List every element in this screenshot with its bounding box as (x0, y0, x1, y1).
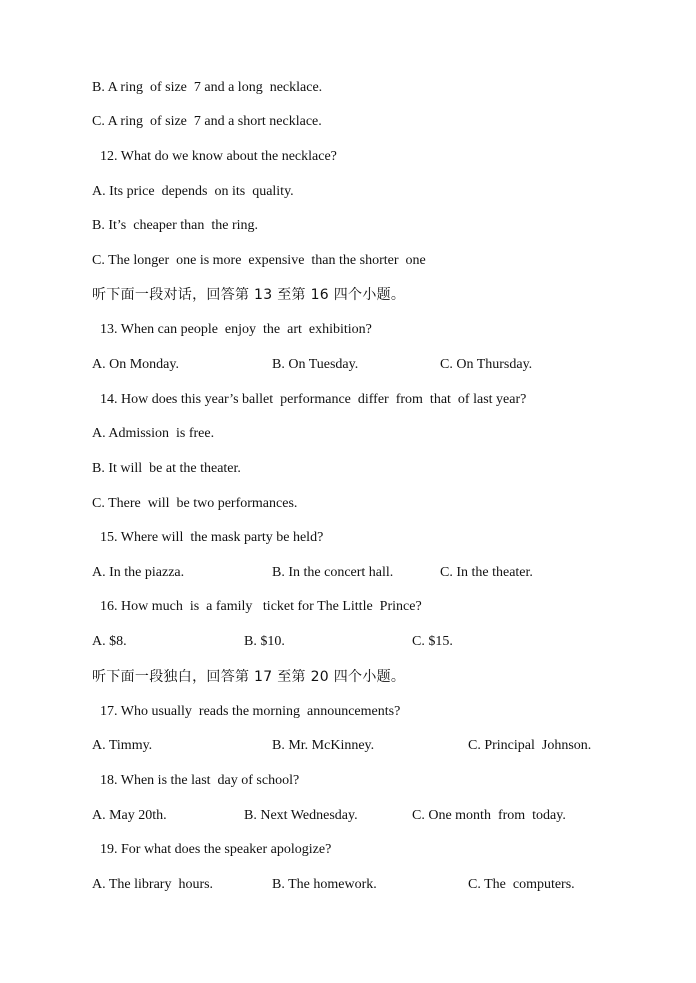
q18-option-c: C. One month from today. (412, 808, 566, 823)
q19-option-a: A. The library hours. (92, 877, 214, 892)
q18-stem: 18. When is the last day of school? (100, 773, 300, 788)
q14-option-c: C. There will be two performances. (92, 496, 298, 511)
q16-stem: 16. How much is a family ticket for The Little Prince? (100, 599, 422, 614)
q14-option-b: B. It will be at the theater. (92, 461, 241, 476)
q17-stem: 17. Who usually reads the morning announcements? (100, 704, 401, 719)
q18-option-a: A. May 20th. (92, 808, 167, 823)
q15-option-c: C. In the theater. (440, 565, 533, 580)
q11-option-b: B. A ring of size 7 and a long necklace. (92, 80, 323, 95)
q11-option-c: C. A ring of size 7 and a short necklace. (92, 114, 322, 129)
listening-instruction-1: 听下面一段对话，回答第 13 至第 16 四个小题。 (92, 287, 406, 303)
q17-option-b: B. Mr. McKinney. (272, 738, 375, 753)
q19-option-c: C. The computers. (468, 877, 575, 892)
q13-stem: 13. When can people enjoy the art exhibition? (100, 322, 372, 337)
q15-stem: 15. Where will the mask party be held? (100, 530, 324, 545)
q12-option-b: B. It’s cheaper than the ring. (92, 218, 259, 233)
q12-stem: 12. What do we know about the necklace? (100, 149, 337, 164)
q18-option-b: B. Next Wednesday. (244, 808, 358, 823)
q16-option-b: B. $10. (244, 634, 285, 649)
q15-option-a: A. In the piazza. (92, 565, 185, 580)
listening-instruction-2: 听下面一段独白，回答第 17 至第 20 四个小题。 (92, 669, 406, 685)
q15-option-b: B. In the concert hall. (272, 565, 394, 580)
q17-option-a: A. Timmy. (92, 738, 153, 753)
q12-option-c: C. The longer one is more expensive than the shorter one (92, 253, 426, 268)
q12-option-a: A. Its price depends on its quality. (92, 184, 294, 199)
q17-option-c: C. Principal Johnson. (468, 738, 592, 753)
q19-stem: 19. For what does the speaker apologize? (100, 842, 332, 857)
q13-option-a: A. On Monday. (92, 357, 179, 372)
q16-option-c: C. $15. (412, 634, 453, 649)
q13-option-b: B. On Tuesday. (272, 357, 359, 372)
q13-option-c: C. On Thursday. (440, 357, 533, 372)
q19-option-b: B. The homework. (272, 877, 377, 892)
q14-stem: 14. How does this year’s ballet performance differ from that of last year? (100, 392, 527, 407)
q14-option-a: A. Admission is free. (92, 426, 215, 441)
q16-option-a: A. $8. (92, 634, 127, 649)
